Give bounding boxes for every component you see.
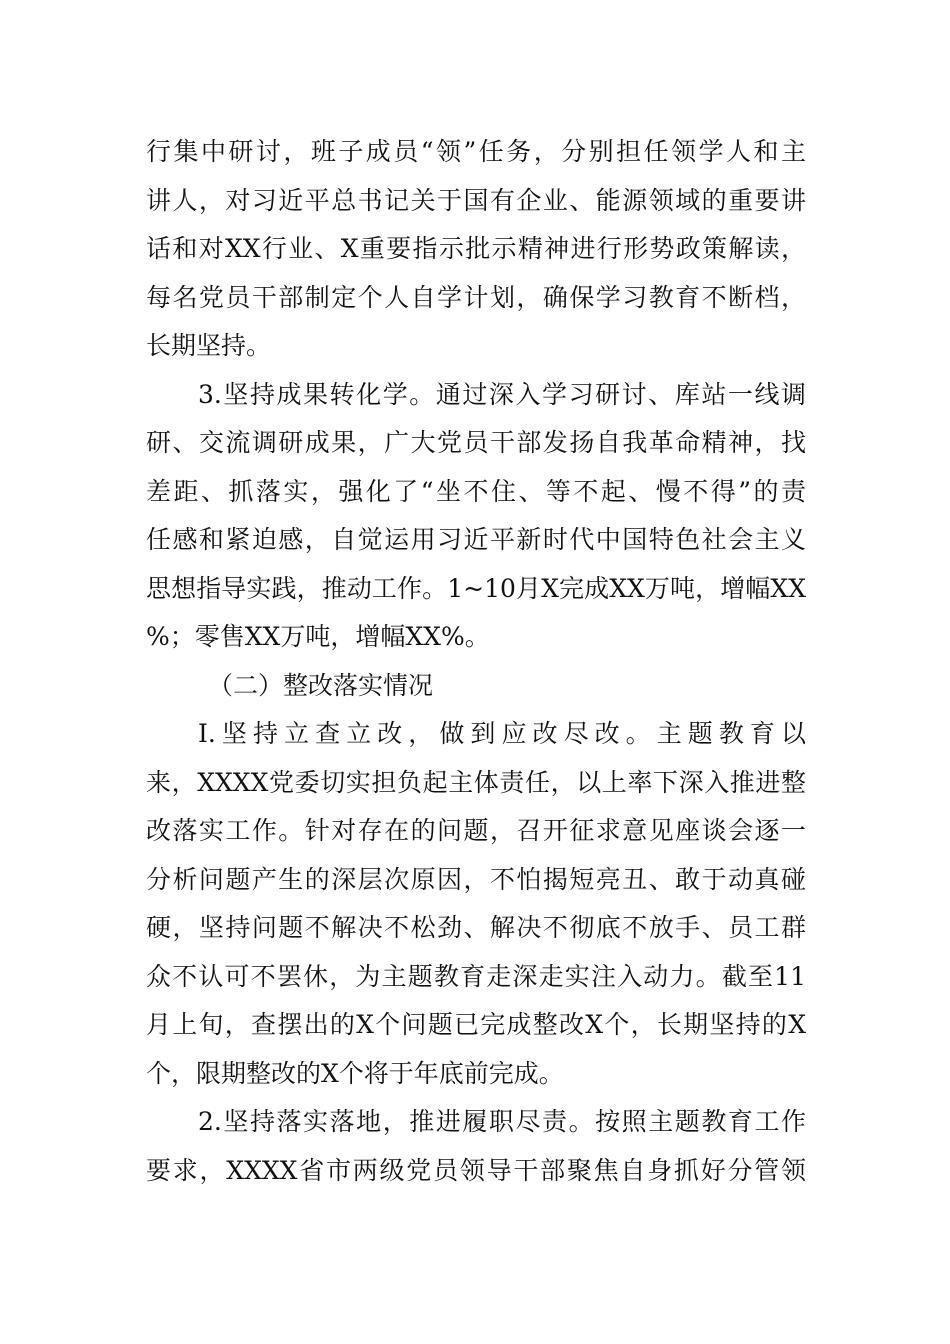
text-line: 任感和紧迫感，自觉运用习近平新时代中国特色社会主义	[146, 525, 806, 554]
text-line: 话和对XX行业、X重要指示批示精神进行形势政策解读，	[146, 234, 806, 263]
text-line: 分析问题产生的深层次原因，不怕揭短亮丑、敢于动真碰	[146, 864, 806, 894]
text-line: 讲人，对习近平总书记关于国有企业、能源领域的重要讲	[146, 185, 806, 215]
section-heading: （二）整改落实情况	[208, 670, 434, 700]
text-line: 要求，XXXX省市两级党员领导干部聚焦自身抓好分管领	[146, 1155, 806, 1185]
text-line: 月上旬，查摆出的X个问题已完成整改X个，长期坚持的X	[146, 1010, 806, 1039]
paragraph-start-line: I.坚持立查立改，做到应改尽改。主题教育以	[198, 719, 806, 748]
paragraph-start-line: 2.坚持落实落地，推进履职尽责。按照主题教育工作	[198, 1107, 806, 1136]
text-line: 长期坚持。	[146, 331, 272, 360]
text-line: 来，XXXX党委切实担负起主体责任，以上率下深入推进整	[146, 767, 806, 797]
paragraph-start-line: 3.坚持成果转化学。通过深入学习研讨、库站一线调	[198, 379, 806, 409]
text-line: 行集中研讨，班子成员“领”任务，分别担任领学人和主	[146, 137, 806, 166]
text-line: 个，限期整改的X个将于年底前完成。	[146, 1058, 564, 1088]
text-line: %；零售XX万吨，增幅XX%。	[146, 622, 490, 651]
document-page	[146, 128, 806, 1195]
text-line: 改落实工作。针对存在的问题，召开征求意见座谈会逐一	[146, 816, 806, 845]
text-line: 差距、抓落实，强化了“坐不住、等不起、慢不得”的责	[146, 476, 806, 506]
text-line: 众不认可不罢休，为主题教育走深走实注入动力。截至11	[146, 961, 806, 991]
text-line: 硬，坚持问题不解决不松劲、解决不彻底不放手、员工群	[146, 913, 806, 942]
text-line: 思想指导实践，推动工作。1~10月X完成XX万吨，增幅XX	[146, 573, 806, 603]
text-line: 研、交流调研成果，广大党员干部发扬自我革命精神，找	[146, 428, 806, 457]
text-line: 每名党员干部制定个人自学计划，确保学习教育不断档，	[146, 282, 806, 312]
